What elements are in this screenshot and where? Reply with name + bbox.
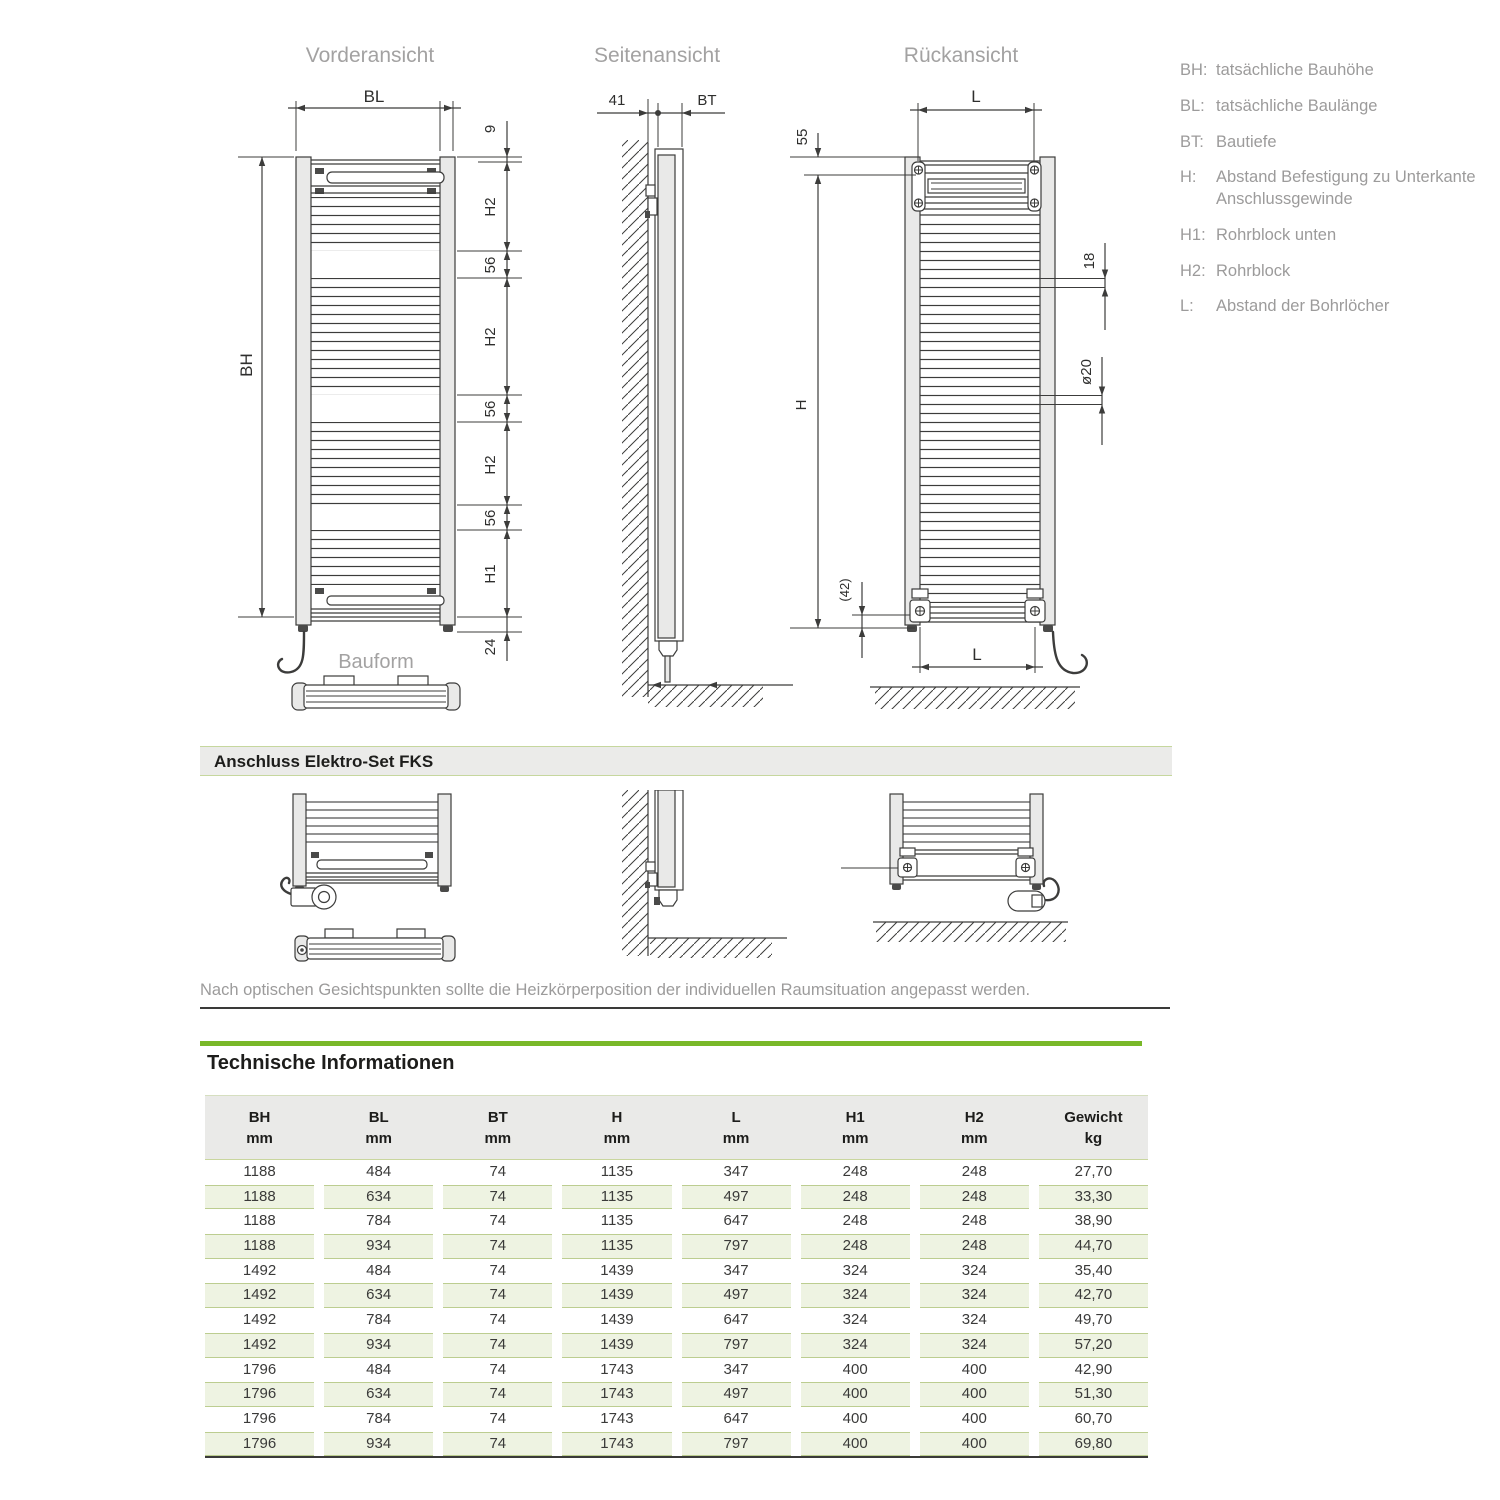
table-cell: 324 (801, 1283, 910, 1308)
table-cell: 1188 (205, 1234, 314, 1259)
table-cell: 400 (801, 1432, 910, 1457)
section-divider (200, 1007, 1170, 1009)
legend-item (1180, 261, 1495, 283)
table-cell: 74 (489, 1163, 507, 1180)
table-cell: 35,40 (1074, 1261, 1113, 1279)
legend-desc: Rohrblock unten (1216, 225, 1337, 244)
table-cell: 634 (324, 1185, 433, 1210)
legend-term: BT: (1180, 132, 1204, 151)
table-cell: 74 (443, 1283, 552, 1308)
table-cell: 647 (723, 1409, 749, 1427)
table-header-cell: H2 mm (960, 1109, 988, 1147)
table-cell: 784 (366, 1212, 392, 1230)
dim-label-24: 24 (482, 638, 499, 656)
table-cell: 324 (842, 1261, 868, 1279)
table-cell: 400 (920, 1432, 1029, 1457)
table-cell: 1188 (205, 1185, 314, 1210)
fks-rear-drawing (820, 790, 1130, 975)
table-cell: 324 (961, 1261, 987, 1279)
table-cell: 1439 (600, 1311, 634, 1329)
table-cell: 44,70 (1039, 1234, 1148, 1259)
table-header-cell: H1 mm (841, 1109, 869, 1147)
table-row (205, 1185, 1148, 1210)
table-header-cell: L mm (722, 1109, 750, 1147)
table-cell: 57,20 (1039, 1333, 1148, 1358)
table-cell: 797 (682, 1432, 791, 1457)
table-cell: 248 (842, 1163, 868, 1180)
table-cell: 1796 (242, 1409, 277, 1427)
table-cell: 74 (443, 1382, 552, 1407)
dim-label-41: 41 (608, 92, 626, 109)
table-cell: 248 (920, 1234, 1029, 1259)
legend-term: BH: (1180, 61, 1208, 79)
table-cell: 1492 (205, 1283, 314, 1308)
table-cell: 784 (366, 1409, 392, 1427)
table-cell: 60,70 (1074, 1409, 1113, 1427)
table-cell: 248 (920, 1185, 1029, 1210)
front-view-title: Vorderansicht (305, 44, 435, 67)
dim-label-h: H (793, 399, 810, 411)
legend-item (1180, 167, 1495, 211)
dim-label-bt: BT (697, 92, 717, 109)
legend-item (1180, 96, 1495, 118)
dim-label-h2: H2 (482, 455, 499, 475)
table-cell: 248 (961, 1212, 987, 1230)
table-cell: 74 (443, 1333, 552, 1358)
side-view-drawing (595, 85, 795, 730)
table-cell: 51,30 (1039, 1382, 1148, 1407)
table-cell: 934 (324, 1234, 433, 1259)
legend-term: H2: (1180, 261, 1206, 280)
table-cell: 934 (324, 1432, 433, 1457)
table-cell: 42,70 (1039, 1283, 1148, 1308)
table-cell: 647 (723, 1212, 749, 1230)
table-cell: 784 (366, 1311, 392, 1329)
dim-label-56: 56 (482, 400, 499, 418)
fks-cable (1044, 879, 1059, 901)
tech-info-table (205, 1095, 1148, 1458)
power-cable-hook (1053, 632, 1087, 673)
table-cell: 74 (489, 1311, 507, 1329)
dim-label-18: 18 (1081, 252, 1098, 270)
table-cell: 74 (489, 1261, 507, 1279)
table-body (205, 1160, 1148, 1458)
table-cell: 497 (682, 1382, 791, 1407)
table-cell: 1188 (243, 1163, 276, 1180)
dim-label-9: 9 (482, 124, 499, 134)
table-cell: 347 (723, 1360, 749, 1378)
table-cell: 400 (842, 1409, 868, 1427)
table-cell: 1135 (562, 1185, 671, 1210)
legend-term: H: (1180, 168, 1197, 187)
table-row (205, 1333, 1148, 1358)
table-cell: 1439 (562, 1333, 671, 1358)
table-cell: 74 (489, 1409, 507, 1427)
table-cell: 1743 (600, 1360, 634, 1378)
table-cell: 1135 (600, 1163, 634, 1180)
table-cell: 400 (961, 1360, 987, 1378)
dimension-legend (1180, 60, 1495, 318)
legend-desc: Abstand der Bohrlöcher (1216, 297, 1390, 316)
side-view-title: Seitenansicht (593, 44, 721, 67)
legend-term: BL: (1180, 96, 1205, 115)
table-cell: 1135 (600, 1212, 634, 1230)
table-cell: 248 (842, 1212, 868, 1230)
table-cell: 69,80 (1039, 1432, 1148, 1457)
table-row (205, 1283, 1148, 1308)
table-cell: 27,70 (1074, 1163, 1113, 1180)
table-cell: 634 (324, 1382, 433, 1407)
green-accent-bar (200, 1041, 1142, 1046)
dim-label-diameter: ø20 (1078, 359, 1095, 385)
table-cell: 324 (842, 1311, 868, 1329)
table-cell: 400 (920, 1382, 1029, 1407)
fks-front-drawing (255, 790, 485, 975)
dim-label-56: 56 (482, 509, 499, 527)
table-cell: 484 (366, 1261, 392, 1279)
legend-item (1180, 296, 1495, 318)
legend-desc: Bautiefe (1216, 132, 1277, 151)
table-cell: 497 (682, 1185, 791, 1210)
dim-label-h2: H2 (482, 327, 499, 347)
table-cell: 324 (920, 1333, 1029, 1358)
table-row (205, 1432, 1148, 1457)
table-header-cell: BH mm (246, 1109, 273, 1147)
dim-label-55: 55 (794, 128, 811, 146)
fks-side-drawing (595, 790, 795, 975)
dim-label-l-top: L (971, 87, 981, 106)
table-cell: 400 (961, 1409, 987, 1427)
table-cell: 1135 (562, 1234, 671, 1259)
table-cell: 74 (443, 1432, 552, 1457)
front-view-drawing (230, 85, 565, 730)
rear-view-drawing (790, 85, 1135, 730)
legend-item (1180, 132, 1495, 154)
legend-item (1180, 60, 1495, 82)
legend-desc: tatsächliche Bauhöhe (1216, 61, 1374, 79)
table-cell: 1743 (562, 1432, 671, 1457)
dim-label-bl: BL (363, 87, 385, 106)
tech-info-heading: Technische Informationen (207, 1052, 455, 1074)
table-cell: 347 (723, 1163, 749, 1180)
table-cell: 347 (723, 1261, 749, 1279)
table-cell: 33,30 (1039, 1185, 1148, 1210)
table-cell: 248 (961, 1163, 987, 1180)
rear-view-title: Rückansicht (903, 44, 1019, 67)
table-cell: 797 (682, 1333, 791, 1358)
table-cell: 634 (324, 1283, 433, 1308)
table-cell: 74 (489, 1212, 507, 1230)
table-cell: 647 (723, 1311, 749, 1329)
table-cell: 74 (489, 1360, 507, 1378)
table-cell: 1492 (242, 1261, 277, 1279)
table-header (205, 1095, 1148, 1160)
legend-term: L: (1180, 297, 1194, 316)
table-row (205, 1209, 1148, 1234)
table-cell: 1796 (205, 1382, 314, 1407)
bauform-label: Bauform (338, 651, 414, 673)
table-cell: 49,70 (1074, 1311, 1113, 1329)
table-cell: 42,90 (1074, 1360, 1113, 1378)
table-cell: 484 (366, 1360, 392, 1378)
table-row (205, 1407, 1148, 1432)
table-cell: 797 (682, 1234, 791, 1259)
table-cell: 1492 (205, 1333, 314, 1358)
dim-label-h1: H1 (482, 564, 499, 584)
positioning-note: Nach optischen Gesichtspunkten sollte die Heizkörperposition der individuellen Raumsituation angepasst werden. (200, 981, 1031, 999)
dim-label-l-bottom: L (972, 645, 982, 664)
table-header-cell: BL mm (365, 1109, 393, 1147)
table-cell: 400 (842, 1360, 868, 1378)
table-cell: 1492 (242, 1311, 277, 1329)
dim-label-56: 56 (482, 256, 499, 274)
table-row (205, 1160, 1148, 1185)
table-cell: 324 (801, 1333, 910, 1358)
table-row (205, 1382, 1148, 1407)
element-cable (281, 878, 291, 894)
legend-desc: Abstand Befestigung zu Unterkante Anschlussgewinde (1216, 168, 1476, 209)
dim-label-h2: H2 (482, 197, 499, 217)
legend-item (1180, 225, 1495, 247)
table-header-cell: Gewicht kg (1064, 1109, 1123, 1147)
table-cell: 38,90 (1074, 1212, 1113, 1230)
table-header-cell: H mm (603, 1109, 631, 1147)
table-cell: 497 (682, 1283, 791, 1308)
table-cell: 1439 (562, 1283, 671, 1308)
table-cell: 1796 (242, 1360, 277, 1378)
table-cell: 934 (324, 1333, 433, 1358)
legend-term: H1: (1180, 225, 1206, 244)
table-cell: 248 (801, 1185, 910, 1210)
table-row (205, 1234, 1148, 1259)
dim-label-bh: BH (237, 353, 256, 377)
table-cell: 1796 (205, 1432, 314, 1457)
table-cell: 1743 (600, 1409, 634, 1427)
table-cell: 324 (961, 1311, 987, 1329)
table-row (205, 1358, 1148, 1383)
table-cell: 1439 (600, 1261, 634, 1279)
table-cell: 1188 (243, 1212, 276, 1230)
table-header-cell: BT mm (484, 1109, 512, 1147)
table-cell: 248 (801, 1234, 910, 1259)
table-cell: 324 (920, 1283, 1029, 1308)
legend-desc: Rohrblock (1216, 261, 1291, 280)
table-cell: 400 (801, 1382, 910, 1407)
table-cell: 484 (366, 1163, 392, 1180)
fks-section-heading: Anschluss Elektro-Set FKS (200, 746, 1172, 776)
power-cable-hook (278, 632, 304, 672)
table-cell: 1743 (562, 1382, 671, 1407)
table-cell: 74 (443, 1185, 552, 1210)
table-cell: 74 (443, 1234, 552, 1259)
dim-label-42: (42) (837, 578, 852, 602)
legend-desc: tatsächliche Baulänge (1216, 96, 1378, 115)
table-row (205, 1308, 1148, 1333)
table-row (205, 1259, 1148, 1284)
